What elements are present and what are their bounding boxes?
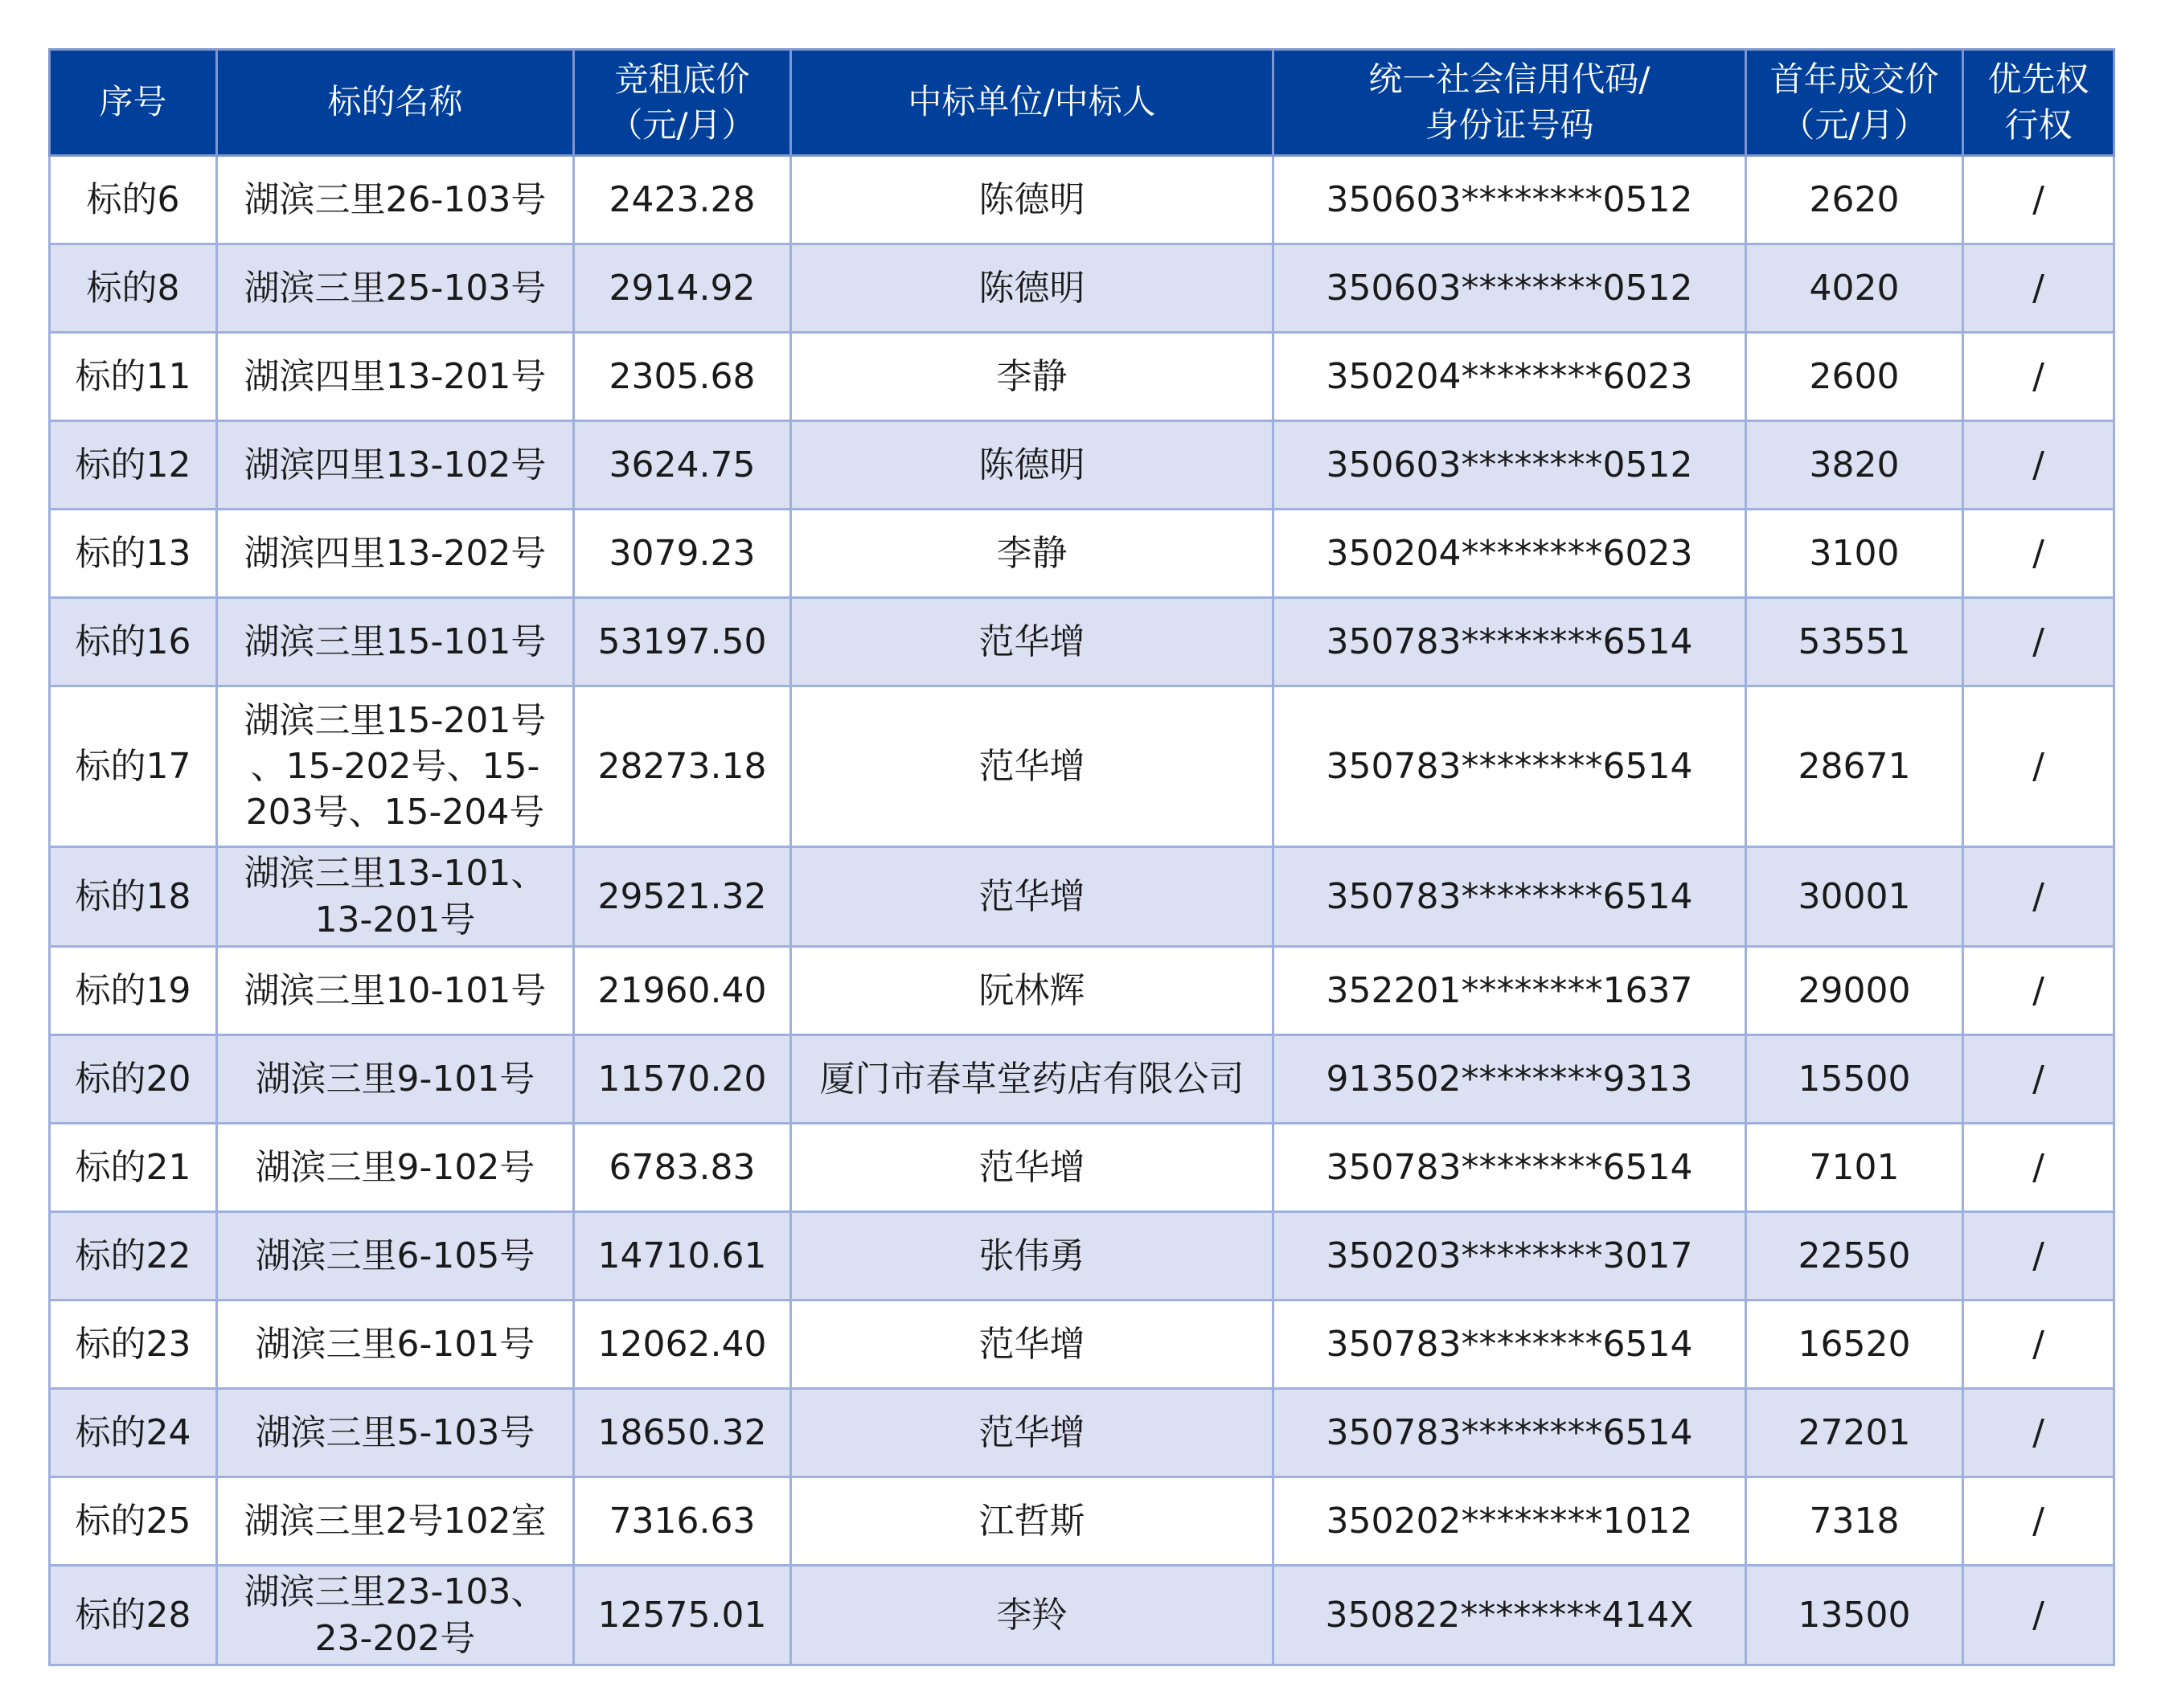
cell-priority: /	[1963, 1124, 2114, 1212]
cell-first-year-price: 7318	[1746, 1477, 1963, 1566]
cell-lot-name: 湖滨三里13-101、 13-201号	[217, 847, 574, 947]
cell-credit-code: 913502********9313	[1273, 1035, 1746, 1124]
cell-winner: 张伟勇	[791, 1212, 1273, 1300]
cell-winner: 范华增	[791, 1389, 1273, 1477]
cell-index: 标的20	[50, 1035, 217, 1124]
table-row	[50, 598, 2114, 686]
cell-lot-name: 湖滨四里13-102号	[217, 421, 574, 510]
cell-base-price: 29521.32	[574, 847, 791, 947]
cell-lot-name: 湖滨三里2号102室	[217, 1477, 574, 1566]
cell-index: 标的13	[50, 510, 217, 598]
cell-lot-name: 湖滨三里26-103号	[217, 156, 574, 244]
cell-lot-name: 湖滨四里13-202号	[217, 510, 574, 598]
cell-priority: /	[1963, 421, 2114, 510]
cell-index: 标的17	[50, 686, 217, 847]
cell-first-year-price: 2600	[1746, 333, 1963, 421]
cell-winner: 李羚	[791, 1566, 1273, 1665]
cell-index: 标的18	[50, 847, 217, 947]
cell-base-price: 2423.28	[574, 156, 791, 244]
cell-first-year-price: 3100	[1746, 510, 1963, 598]
header-priority: 优先权 行权	[1963, 50, 2114, 156]
cell-winner: 厦门市春草堂药店有限公司	[791, 1035, 1273, 1124]
cell-base-price: 12062.40	[574, 1300, 791, 1389]
cell-credit-code: 350783********6514	[1273, 847, 1746, 947]
cell-lot-name: 湖滨三里23-103、 23-202号	[217, 1566, 574, 1665]
cell-priority: /	[1963, 1300, 2114, 1389]
cell-priority: /	[1963, 1035, 2114, 1124]
cell-base-price: 53197.50	[574, 598, 791, 686]
header-lot-name: 标的名称	[217, 50, 574, 156]
cell-credit-code: 350203********3017	[1273, 1212, 1746, 1300]
cell-lot-name: 湖滨三里15-201号 、15-202号、15- 203号、15-204号	[217, 686, 574, 847]
table-body	[50, 156, 2114, 1665]
cell-priority: /	[1963, 847, 2114, 947]
cell-lot-name: 湖滨三里6-101号	[217, 1300, 574, 1389]
header-base-price: 竞租底价 （元/月）	[574, 50, 791, 156]
cell-priority: /	[1963, 1212, 2114, 1300]
cell-first-year-price: 7101	[1746, 1124, 1963, 1212]
cell-lot-name: 湖滨三里15-101号	[217, 598, 574, 686]
cell-index: 标的12	[50, 421, 217, 510]
header-credit-code: 统一社会信用代码/ 身份证号码	[1273, 50, 1746, 156]
table-row	[50, 1124, 2114, 1212]
cell-priority: /	[1963, 510, 2114, 598]
table-row	[50, 510, 2114, 598]
cell-first-year-price: 53551	[1746, 598, 1963, 686]
cell-lot-name: 湖滨三里25-103号	[217, 244, 574, 333]
cell-credit-code: 350783********6514	[1273, 1124, 1746, 1212]
cell-base-price: 11570.20	[574, 1035, 791, 1124]
cell-winner: 范华增	[791, 847, 1273, 947]
cell-base-price: 28273.18	[574, 686, 791, 847]
cell-index: 标的28	[50, 1566, 217, 1665]
cell-priority: /	[1963, 598, 2114, 686]
cell-base-price: 3079.23	[574, 510, 791, 598]
cell-index: 标的23	[50, 1300, 217, 1389]
cell-first-year-price: 28671	[1746, 686, 1963, 847]
cell-credit-code: 350822********414X	[1273, 1566, 1746, 1665]
cell-index: 标的22	[50, 1212, 217, 1300]
cell-lot-name: 湖滨三里9-101号	[217, 1035, 574, 1124]
cell-first-year-price: 2620	[1746, 156, 1963, 244]
cell-first-year-price: 3820	[1746, 421, 1963, 510]
bid-results-table	[48, 48, 2115, 1666]
cell-first-year-price: 29000	[1746, 947, 1963, 1035]
cell-index: 标的11	[50, 333, 217, 421]
cell-first-year-price: 4020	[1746, 244, 1963, 333]
table-row	[50, 244, 2114, 333]
cell-base-price: 18650.32	[574, 1389, 791, 1477]
cell-credit-code: 352201********1637	[1273, 947, 1746, 1035]
cell-base-price: 6783.83	[574, 1124, 791, 1212]
table-row	[50, 1212, 2114, 1300]
table-row	[50, 156, 2114, 244]
table-row	[50, 1477, 2114, 1566]
cell-winner: 范华增	[791, 1300, 1273, 1389]
cell-priority: /	[1963, 947, 2114, 1035]
cell-lot-name: 湖滨三里5-103号	[217, 1389, 574, 1477]
cell-base-price: 12575.01	[574, 1566, 791, 1665]
header-winner: 中标单位/中标人	[791, 50, 1273, 156]
table-row	[50, 421, 2114, 510]
cell-priority: /	[1963, 1477, 2114, 1566]
cell-credit-code: 350603********0512	[1273, 421, 1746, 510]
cell-first-year-price: 27201	[1746, 1389, 1963, 1477]
cell-base-price: 7316.63	[574, 1477, 791, 1566]
cell-credit-code: 350603********0512	[1273, 244, 1746, 333]
table-row	[50, 1300, 2114, 1389]
cell-index: 标的8	[50, 244, 217, 333]
cell-index: 标的19	[50, 947, 217, 1035]
cell-first-year-price: 13500	[1746, 1566, 1963, 1665]
cell-priority: /	[1963, 333, 2114, 421]
cell-index: 标的6	[50, 156, 217, 244]
cell-priority: /	[1963, 1389, 2114, 1477]
cell-base-price: 14710.61	[574, 1212, 791, 1300]
cell-winner: 陈德明	[791, 244, 1273, 333]
cell-lot-name: 湖滨三里9-102号	[217, 1124, 574, 1212]
table-row	[50, 1389, 2114, 1477]
cell-credit-code: 350783********6514	[1273, 686, 1746, 847]
cell-index: 标的24	[50, 1389, 217, 1477]
cell-credit-code: 350783********6514	[1273, 598, 1746, 686]
cell-priority: /	[1963, 1566, 2114, 1665]
table-row	[50, 333, 2114, 421]
table-row	[50, 1566, 2114, 1665]
cell-winner: 陈德明	[791, 421, 1273, 510]
cell-first-year-price: 30001	[1746, 847, 1963, 947]
cell-index: 标的16	[50, 598, 217, 686]
cell-base-price: 2305.68	[574, 333, 791, 421]
cell-base-price: 2914.92	[574, 244, 791, 333]
cell-first-year-price: 16520	[1746, 1300, 1963, 1389]
cell-first-year-price: 15500	[1746, 1035, 1963, 1124]
cell-winner: 范华增	[791, 1124, 1273, 1212]
cell-lot-name: 湖滨三里6-105号	[217, 1212, 574, 1300]
header-index: 序号	[50, 50, 217, 156]
cell-winner: 李静	[791, 333, 1273, 421]
cell-winner: 阮林辉	[791, 947, 1273, 1035]
cell-index: 标的25	[50, 1477, 217, 1566]
header-first-year-price: 首年成交价 （元/月）	[1746, 50, 1963, 156]
table-row	[50, 947, 2114, 1035]
cell-base-price: 21960.40	[574, 947, 791, 1035]
cell-priority: /	[1963, 686, 2114, 847]
cell-winner: 江哲斯	[791, 1477, 1273, 1566]
cell-lot-name: 湖滨三里10-101号	[217, 947, 574, 1035]
cell-credit-code: 350783********6514	[1273, 1300, 1746, 1389]
cell-first-year-price: 22550	[1746, 1212, 1963, 1300]
cell-lot-name: 湖滨四里13-201号	[217, 333, 574, 421]
cell-base-price: 3624.75	[574, 421, 791, 510]
cell-winner: 李静	[791, 510, 1273, 598]
cell-credit-code: 350204********6023	[1273, 510, 1746, 598]
cell-credit-code: 350204********6023	[1273, 333, 1746, 421]
cell-index: 标的21	[50, 1124, 217, 1212]
cell-winner: 范华增	[791, 686, 1273, 847]
cell-priority: /	[1963, 244, 2114, 333]
cell-credit-code: 350783********6514	[1273, 1389, 1746, 1477]
cell-priority: /	[1963, 156, 2114, 244]
cell-winner: 陈德明	[791, 156, 1273, 244]
table-row	[50, 847, 2114, 947]
cell-credit-code: 350603********0512	[1273, 156, 1746, 244]
table-header-row	[50, 50, 2114, 156]
table-row	[50, 686, 2114, 847]
table-row	[50, 1035, 2114, 1124]
cell-credit-code: 350202********1012	[1273, 1477, 1746, 1566]
cell-winner: 范华增	[791, 598, 1273, 686]
